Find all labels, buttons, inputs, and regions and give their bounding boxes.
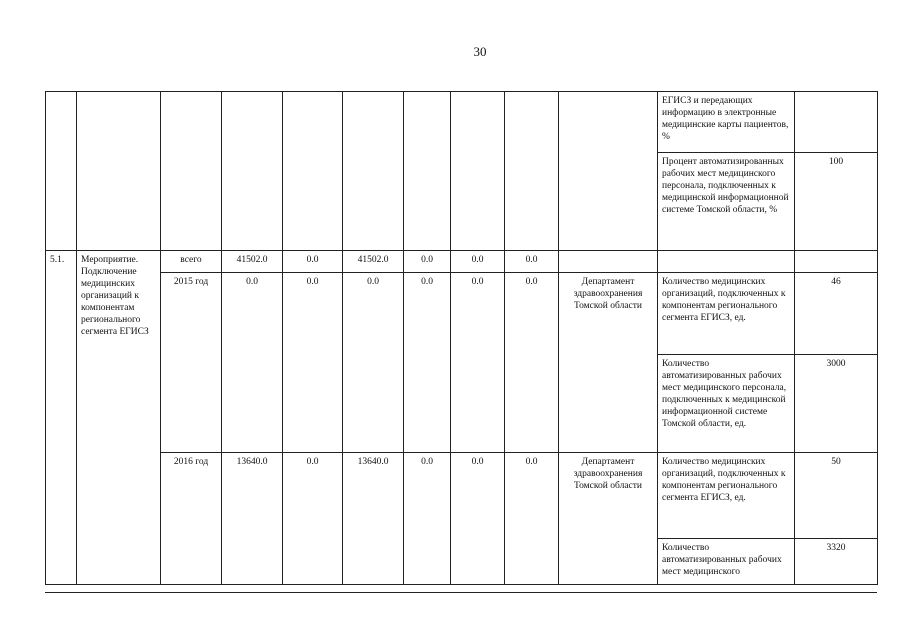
period-label: 2016 год bbox=[161, 453, 222, 585]
value-regional: 13640.0 bbox=[343, 453, 404, 585]
value-extra: 0.0 bbox=[451, 453, 505, 585]
period-label: всего bbox=[161, 251, 222, 273]
value-extra2: 0.0 bbox=[505, 273, 559, 453]
value-regional: 41502.0 bbox=[343, 251, 404, 273]
cell-federal bbox=[283, 92, 343, 251]
cell-local bbox=[404, 92, 451, 251]
value-regional: 0.0 bbox=[343, 273, 404, 453]
indicator-value bbox=[795, 251, 878, 273]
value-federal: 0.0 bbox=[283, 251, 343, 273]
value-local: 0.0 bbox=[404, 251, 451, 273]
period-label: 2015 год bbox=[161, 273, 222, 453]
table-row bbox=[46, 251, 878, 273]
indicator-name: ЕГИСЗ и передающих информацию в электронные медицинские карты пациентов, % bbox=[658, 92, 795, 153]
executor: Департамент здравоохранения Томской области bbox=[559, 453, 658, 585]
table-bottom-border bbox=[45, 592, 877, 593]
indicator-name: Количество медицинских организаций, подключенных к компонентам регионального сегмента ЕГИСЗ, ед. bbox=[658, 273, 795, 355]
cell-executor bbox=[559, 251, 658, 273]
program-table bbox=[45, 91, 878, 585]
value-total: 41502.0 bbox=[222, 251, 283, 273]
indicator-value: 50 bbox=[795, 453, 878, 539]
indicator-value: 3320 bbox=[795, 539, 878, 585]
item-number: 5.1. bbox=[46, 251, 77, 585]
cell-period bbox=[161, 92, 222, 251]
indicator-name: Процент автоматизированных рабочих мест медицинского персонала, подключенных к медицинской информационной системе Томской области, % bbox=[658, 153, 795, 251]
item-name: Мероприятие. Подключение медицинских организаций к компонентам регионального сегмента ЕГИСЗ bbox=[77, 251, 161, 585]
cell-executor bbox=[559, 92, 658, 251]
cell-name bbox=[77, 92, 161, 251]
value-extra2: 0.0 bbox=[505, 453, 559, 585]
indicator-value: 3000 bbox=[795, 355, 878, 453]
value-total: 13640.0 bbox=[222, 453, 283, 585]
value-extra2: 0.0 bbox=[505, 251, 559, 273]
value-extra: 0.0 bbox=[451, 273, 505, 453]
cell-extra2 bbox=[505, 92, 559, 251]
indicator-value: 100 bbox=[795, 153, 878, 251]
cell-extra bbox=[451, 92, 505, 251]
cell-num bbox=[46, 92, 77, 251]
indicator-name: Количество медицинских организаций, подключенных к компонентам регионального сегмента ЕГИСЗ, ед. bbox=[658, 453, 795, 539]
table-row bbox=[46, 92, 878, 153]
value-extra: 0.0 bbox=[451, 251, 505, 273]
table-row bbox=[46, 453, 878, 539]
executor: Департамент здравоохранения Томской области bbox=[559, 273, 658, 453]
value-federal: 0.0 bbox=[283, 273, 343, 453]
indicator-value: 46 bbox=[795, 273, 878, 355]
value-local: 0.0 bbox=[404, 453, 451, 585]
indicator-name: Количество автоматизированных рабочих мест медицинского bbox=[658, 539, 795, 585]
table-row bbox=[46, 273, 878, 355]
cell-regional bbox=[343, 92, 404, 251]
indicator-name bbox=[658, 251, 795, 273]
cell-total bbox=[222, 92, 283, 251]
value-total: 0.0 bbox=[222, 273, 283, 453]
indicator-name: Количество автоматизированных рабочих мест медицинского персонала, подключенных к медицинской информационной системе Томской области, ед. bbox=[658, 355, 795, 453]
value-local: 0.0 bbox=[404, 273, 451, 453]
indicator-value bbox=[795, 92, 878, 153]
page-number: 30 bbox=[473, 44, 487, 59]
value-federal: 0.0 bbox=[283, 453, 343, 585]
